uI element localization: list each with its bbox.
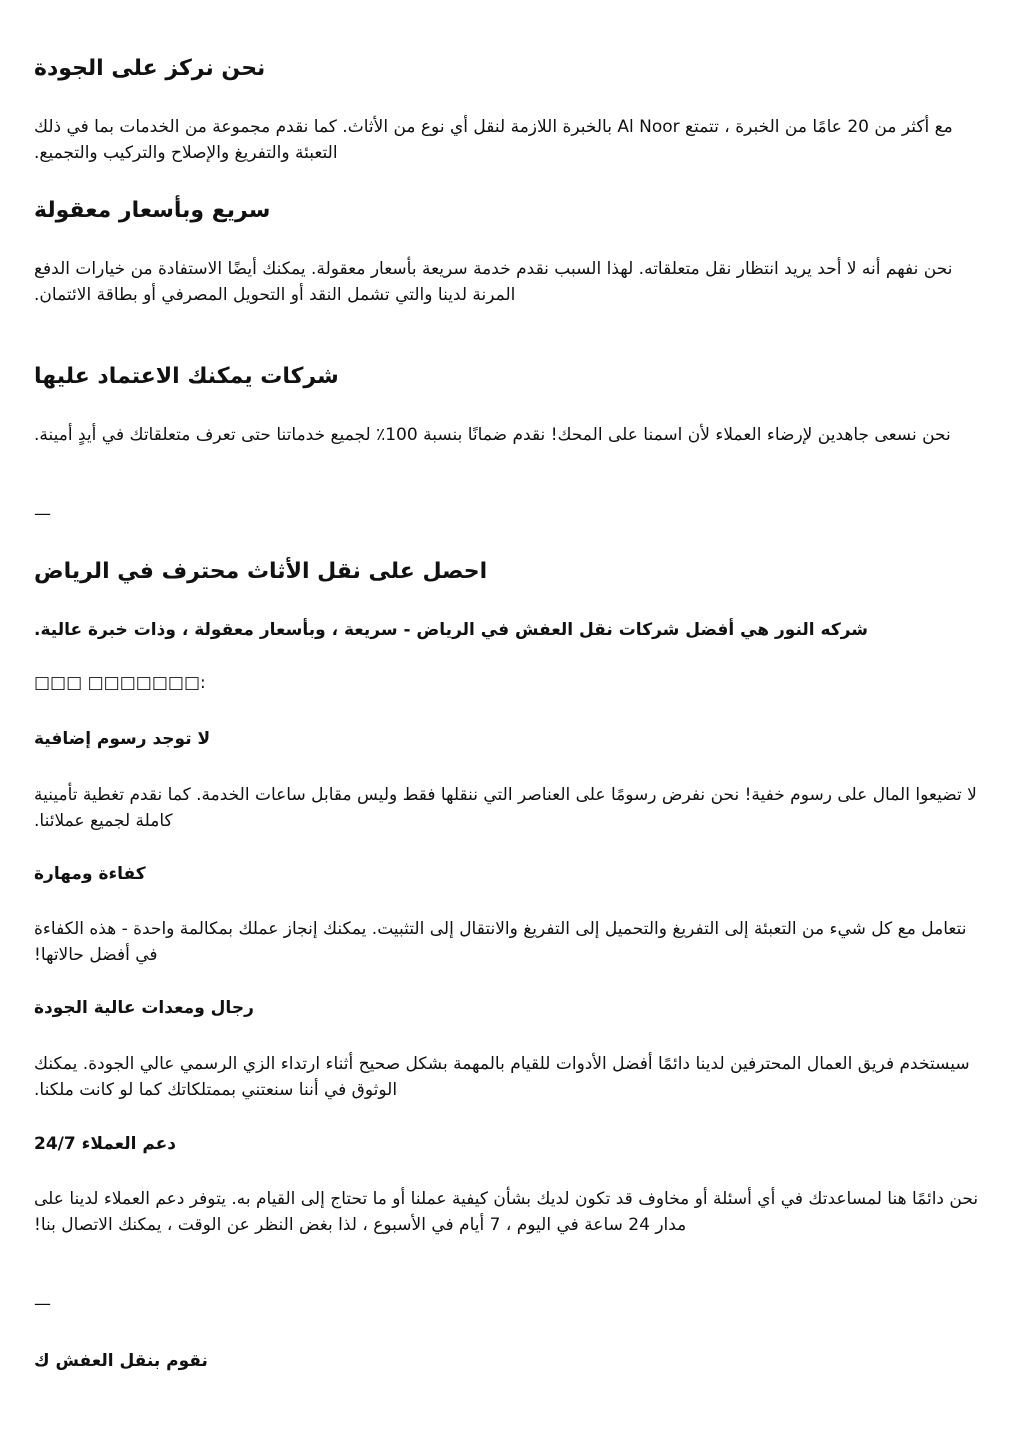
fast-paragraph: نحن نفهم أنه لا أحد يريد انتظار نقل متعلقاته. لهذا السبب نقدم خدمة سريعة بأسعار معقولة. يمكنك أيضًا الاستفادة من خيارات الدفع المرنة لدينا والتي تشمل النقد أو التحويل المصرفي أو بطاقة الائتمان.: [34, 259, 953, 305]
fast-heading: سريع وبأسعار معقولة: [34, 198, 271, 223]
separator-1: —: [34, 504, 51, 524]
equipment-heading: رجال ومعدات عالية الجودة: [34, 998, 254, 1018]
equipment-paragraph: سيستخدم فريق العمال المحترفين لدينا دائمًا أفضل الأدوات للقيام بالمهمة بشكل صحيح أثناء ارتداء الزي الرسمي عالي الجودة. يمكنك الوثوق في أننا سنعتني بممتلكاتك كما لو كانت ملكنا.: [34, 1054, 970, 1100]
efficiency-heading: كفاءة ومهارة: [34, 864, 146, 884]
no-fees-heading: لا توجد رسوم إضافية: [34, 729, 211, 749]
garbled-label: □□□ □□□□□□□:: [34, 673, 206, 693]
support-heading: دعم العملاء 24/7: [34, 1134, 177, 1154]
separator-2: —: [34, 1294, 51, 1314]
reliable-heading: شركات يمكنك الاعتماد عليها: [34, 364, 339, 389]
professional-subheading: شركه النور هي أفضل شركات نقل العفش في الرياض - سريعة ، وبأسعار معقولة ، وذات خبرة عالية.: [34, 620, 868, 640]
reliable-paragraph: نحن نسعى جاهدين لإرضاء العملاء لأن اسمنا على المحك! نقدم ضمانًا بنسبة 100٪ لجميع خدماتنا حتى تعرف متعلقاتك في أيدٍ أمينة.: [34, 425, 951, 445]
efficiency-paragraph: نتعامل مع كل شيء من التعبئة إلى التفريغ والتحميل إلى التفريغ والانتقال إلى التثبيت. يمكنك إنجاز عملك بمكالمة واحدة - هذه الكفاءة في أفضل حالاتها!: [34, 919, 967, 965]
moving-heading: نقوم بنقل العفش ك: [34, 1351, 208, 1371]
quality-paragraph: مع أكثر من 20 عامًا من الخبرة ، تتمتع Al Noor بالخبرة اللازمة لنقل أي نوع من الأثاث. كما نقدم مجموعة من الخدمات بما في ذلك التعبئة والتفريغ والإصلاح والتركيب والتجميع.: [34, 117, 953, 163]
support-paragraph: نحن دائمًا هنا لمساعدتك في أي أسئلة أو مخاوف قد تكون لديك بشأن كيفية عملنا أو ما تحتاج إلى القيام به. يتوفر دعم العملاء لدينا على مدار 24 ساعة في اليوم ، 7 أيام في الأسبوع ، لذا بغض النظر عن الوقت ، يمكنك الاتصال بنا!: [34, 1189, 979, 1235]
no-fees-paragraph: لا تضيعوا المال على رسوم خفية! نحن نفرض رسومًا على العناصر التي ننقلها فقط وليس مقابل ساعات الخدمة. كما نقدم تغطية تأمينية كاملة لجميع عملائنا.: [34, 785, 977, 831]
professional-heading: احصل على نقل الأثاث محترف في الرياض: [34, 559, 488, 584]
quality-heading: نحن نركز على الجودة: [34, 56, 266, 81]
